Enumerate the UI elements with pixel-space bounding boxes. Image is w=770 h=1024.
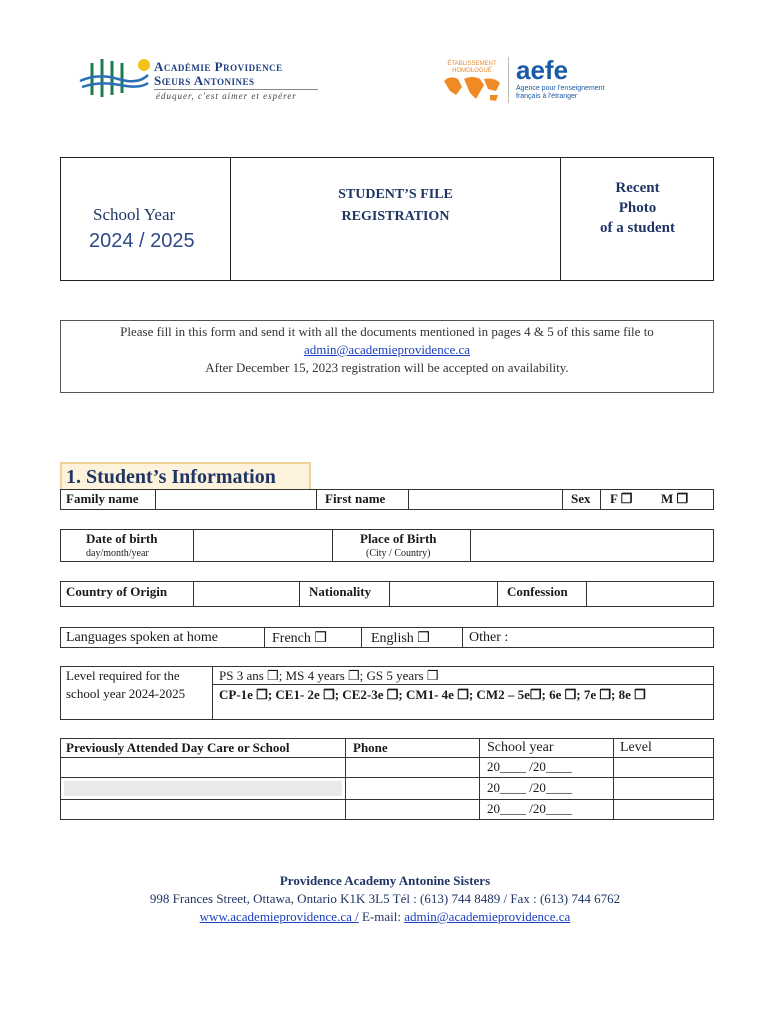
school-year-value: 2024 / 2025 <box>89 230 195 252</box>
level-options-row1[interactable]: PS 3 ans ❒; MS 4 years ❒; GS 5 years ❒ <box>219 668 439 683</box>
school-tagline: éduquer, c'est aimer et espérer <box>156 91 297 101</box>
world-map-icon <box>440 73 502 103</box>
instructions-notice <box>60 320 714 393</box>
country-of-origin-label: Country of Origin <box>66 584 168 599</box>
family-name-label: Family name <box>66 491 139 506</box>
family-name-input[interactable] <box>155 489 317 510</box>
sex-f-checkbox[interactable]: F ❒ <box>610 491 633 506</box>
divider <box>212 684 714 685</box>
date-of-birth-label: Date of birth <box>86 531 158 546</box>
nationality-label: Nationality <box>309 584 372 599</box>
photo-label-line1: Recent <box>615 180 660 196</box>
photo-label-line2: Photo <box>618 200 657 216</box>
first-name-label: First name <box>325 491 386 506</box>
first-name-input[interactable] <box>408 489 563 510</box>
photo-label <box>561 178 714 238</box>
footer-email-link[interactable]: admin@academieprovidence.ca <box>404 909 571 924</box>
date-format-hint: day/month/year <box>86 548 149 559</box>
level-options-row2[interactable]: CP-1e ❒; CE1- 2e ❒; CE2-3e ❒; CM1- 4e ❒; CM2 – 5e❒; 6e ❒; 7e ❒; 8e ❒ <box>219 687 646 702</box>
footer <box>0 872 770 926</box>
school-name-line1: Académie Providence <box>154 59 283 74</box>
registration-header-box <box>60 157 714 281</box>
place-format-hint: (City / Country) <box>366 548 431 559</box>
footer-title: Providence Academy Antonine Sisters <box>279 873 491 888</box>
confession-input[interactable] <box>586 581 587 607</box>
confession-label: Confession <box>507 584 568 599</box>
notice-email-link[interactable]: admin@academieprovidence.ca <box>303 342 471 357</box>
form-title-line2: REGISTRATION <box>341 209 450 224</box>
year-row-1[interactable]: 20____ /20____ <box>487 759 572 774</box>
school-logo-icon <box>78 55 150 101</box>
logo-separator <box>508 57 509 103</box>
phone-header: Phone <box>353 740 388 755</box>
divider <box>613 738 614 820</box>
languages-label: Languages spoken at home <box>66 630 219 645</box>
notice-line3: After December 15, 2023 registration will be accepted on availability. <box>205 360 569 375</box>
divider <box>600 489 601 510</box>
logo-divider <box>154 89 318 90</box>
school-year-cell <box>61 158 231 280</box>
english-checkbox[interactable]: English ❒ <box>371 631 430 646</box>
aefe-logo <box>440 55 620 107</box>
photo-cell[interactable] <box>560 158 713 280</box>
aefe-subtitle: Agence pour l'enseignement français à l'étranger <box>516 85 605 100</box>
footer-website-link[interactable]: www.academieprovidence.ca / <box>199 909 359 924</box>
level-label-line2: school year 2024-2025 <box>66 686 186 701</box>
sex-m-checkbox[interactable]: M ❒ <box>661 491 689 506</box>
aefe-wordmark: aefe <box>516 55 569 85</box>
level-label-line1: Level required for the <box>66 668 180 683</box>
academie-providence-logo <box>78 55 328 105</box>
footer-address: 998 Frances Street, Ottawa, Ontario K1K 3L5 Tél : (613) 744 8489 / Fax : (613) 744 6762 <box>149 891 621 906</box>
school-name-line2: Sœurs Antonines <box>154 73 255 88</box>
place-of-birth-input[interactable] <box>470 529 471 562</box>
footer-email-label: E-mail: <box>358 909 405 924</box>
country-of-origin-input[interactable] <box>193 581 300 607</box>
year-row-3[interactable]: 20____ /20____ <box>487 801 572 816</box>
previous-school-header: Previously Attended Day Care or School <box>66 740 290 755</box>
divider <box>60 489 61 510</box>
form-title-line1: STUDENT’S FILE <box>338 187 453 202</box>
place-of-birth-label: Place of Birth <box>360 531 437 546</box>
school-year-header: School year <box>487 740 554 755</box>
date-of-birth-input[interactable] <box>193 529 333 562</box>
section-title: 1. Student’s Information <box>60 462 311 490</box>
shaded-input[interactable] <box>64 781 342 796</box>
school-year-label: School Year <box>93 205 176 224</box>
nationality-input[interactable] <box>389 581 498 607</box>
other-language-label[interactable]: Other : <box>469 630 509 645</box>
form-title <box>231 184 560 228</box>
etablissement-text: ÉTABLISSEMENT HOMOLOGUÉ <box>447 61 497 74</box>
french-checkbox[interactable]: French ❒ <box>272 631 327 646</box>
year-row-2[interactable]: 20____ /20____ <box>487 780 572 795</box>
level-header: Level <box>620 740 652 755</box>
divider <box>212 666 213 720</box>
divider <box>462 627 463 648</box>
sex-label: Sex <box>571 491 591 506</box>
notice-line1: Please fill in this form and send it with all the documents mentioned in pages 4 & 5 of this same file to <box>120 324 654 339</box>
photo-label-line3: of a student <box>599 220 675 236</box>
